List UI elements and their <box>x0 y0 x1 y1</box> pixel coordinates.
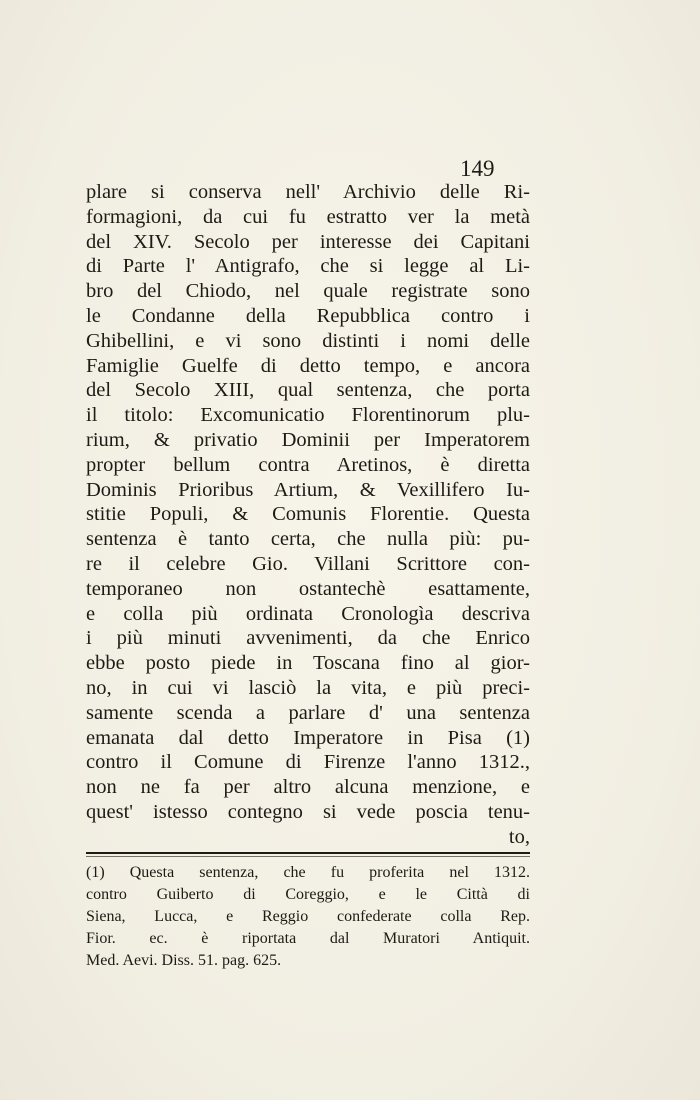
text-line: Ghibellini, e vi sono distinti i nomi delle <box>86 329 530 352</box>
footnote-rule-thin <box>86 856 530 857</box>
text-line: plare si conserva nell' Archivio delle Ri- <box>86 181 530 203</box>
text-line: propter bellum contra Aretinos, è diretta <box>86 453 530 476</box>
footnote <box>86 862 530 972</box>
text-line: Dominis Prioribus Artium, & Vexillifero Iu- <box>86 478 530 501</box>
footnote-line: (1) Questa sentenza, che fu proferita nel 1312. <box>86 864 530 881</box>
text-line: emanata dal detto Imperatore in Pisa (1) <box>86 726 530 749</box>
footnote-line: Med. Aevi. Diss. 51. pag. 625. <box>86 952 282 969</box>
text-line: di Parte l' Antigrafo, che si legge al Li- <box>86 255 530 278</box>
text-line: temporaneo non ostantechè esattamente, <box>86 577 530 600</box>
text-line: rium, & privatio Dominii per Imperatorem <box>86 428 530 451</box>
text-line: sentenza è tanto certa, che nulla più: pu- <box>86 528 530 551</box>
text-line: bro del Chiodo, nel quale registrate sono <box>86 280 530 303</box>
text-line: ebbe posto piede in Toscana fino al gior- <box>86 652 530 675</box>
text-line: samente scenda a parlare d' una sentenza <box>86 701 530 724</box>
text-line: del Secolo XIII, qual sentenza, che porta <box>86 379 530 402</box>
text-line: stitie Populi, & Comunis Florentie. Questa <box>86 503 530 526</box>
page-number: 149 <box>460 156 495 181</box>
main-text <box>86 180 530 850</box>
text-line: Famiglie Guelfe di detto tempo, e ancora <box>86 354 530 377</box>
footnote-rule <box>86 852 530 854</box>
text-line: re il celebre Gio. Villani Scrittore con- <box>86 552 530 575</box>
text-line: formagioni, da cui fu estratto ver la metà <box>86 205 530 228</box>
footnote-line: Siena, Lucca, e Reggio confederate colla Rep. <box>86 908 530 925</box>
text-line: le Condanne della Repubblica contro i <box>86 304 530 327</box>
text-line: quest' istesso contegno si vede poscia tenu- <box>86 800 530 823</box>
text-line: del XIV. Secolo per interesse dei Capitani <box>86 230 530 253</box>
text-line: e colla più ordinata Cronologìa descriva <box>86 602 530 625</box>
text-line: to, <box>508 825 530 848</box>
text-line: il titolo: Excomunicatio Florentinorum plu- <box>86 404 530 427</box>
text-line: i più minuti avvenimenti, da che Enrico <box>86 627 530 650</box>
text-line: contro il Comune di Firenze l'anno 1312., <box>86 751 530 774</box>
footnote-line: contro Guiberto di Coreggio, e le Città di <box>86 886 530 903</box>
text-line: non ne fa per altro alcuna menzione, e <box>86 776 530 799</box>
text-line: no, in cui vi lasciò la vita, e più preci- <box>86 676 530 699</box>
footnote-line: Fior. ec. è riportata dal Muratori Antiquit. <box>86 930 530 947</box>
bleed-through <box>500 800 700 1000</box>
